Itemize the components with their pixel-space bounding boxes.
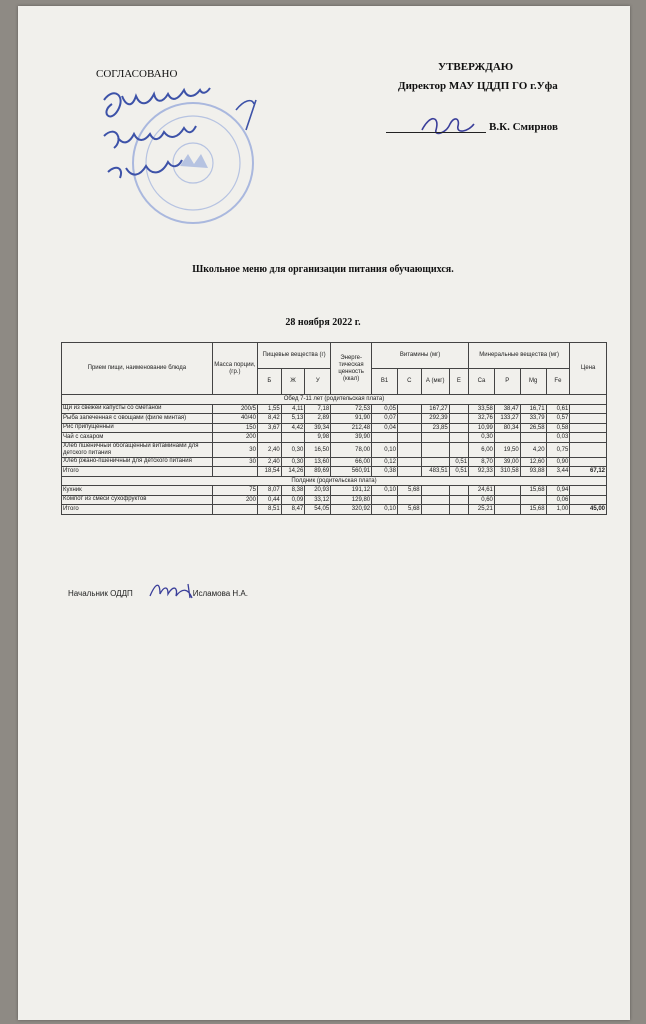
footer-name: Исламова Н.А.: [192, 589, 248, 598]
cell-b: 8,42: [257, 414, 281, 424]
cell-mass: 40/40: [212, 414, 257, 424]
cell-b1: [372, 495, 398, 505]
cell-p: [494, 505, 520, 515]
header-energy: Энерге-тическая ценность (ккал): [331, 343, 372, 395]
cell-mass: [212, 467, 257, 477]
cell-mg: 15,68: [520, 486, 546, 496]
cell-b: 2,40: [257, 457, 281, 467]
header-c: С: [397, 369, 421, 395]
cell-u: 33,12: [305, 495, 331, 505]
document-date: 28 ноября 2022 г.: [285, 317, 361, 328]
section-header: [62, 395, 607, 405]
header-nutrients: Пищевые вещества (г): [257, 343, 330, 369]
header-p: Р: [494, 369, 520, 395]
header-price: Цена: [570, 343, 607, 395]
cell-mg: 26,58: [520, 423, 546, 433]
header-minerals: Минеральные вещества (мг): [469, 343, 570, 369]
cell-kcal: 191,12: [331, 486, 372, 496]
cell-b: 0,44: [257, 495, 281, 505]
section-title: Обед 7-11 лет (родительская плата): [62, 395, 607, 405]
table-row: [62, 423, 607, 433]
cell-mass: 200: [212, 495, 257, 505]
cell-price: [570, 423, 607, 433]
cell-ca: 25,21: [469, 505, 495, 515]
cell-e: [449, 414, 468, 424]
cell-ca: 6,00: [469, 442, 495, 457]
cell-name: Итого: [62, 505, 213, 515]
cell-c: [397, 414, 421, 424]
cell-c: [397, 442, 421, 457]
table-row: [62, 486, 607, 496]
cell-b: 3,67: [257, 423, 281, 433]
cell-b1: 0,07: [372, 414, 398, 424]
cell-fe: 0,94: [546, 486, 570, 496]
header-vitamins: Витамины (мг): [372, 343, 469, 369]
cell-kcal: 560,91: [331, 467, 372, 477]
cell-name: Рис припущенный: [62, 423, 213, 433]
footer: [68, 589, 248, 598]
cell-c: 5,68: [397, 486, 421, 496]
cell-p: 39,00: [494, 457, 520, 467]
cell-price: [570, 414, 607, 424]
cell-a: [421, 457, 449, 467]
cell-mg: 33,79: [520, 414, 546, 424]
cell-a: 483,51: [421, 467, 449, 477]
cell-c: [397, 404, 421, 414]
cell-p: 80,34: [494, 423, 520, 433]
cell-zh: 4,11: [281, 404, 305, 414]
cell-zh: 0,09: [281, 495, 305, 505]
cell-ca: 33,58: [469, 404, 495, 414]
cell-mg: 15,68: [520, 505, 546, 515]
cell-a: 23,85: [421, 423, 449, 433]
cell-b: 8,07: [257, 486, 281, 496]
cell-price: [570, 495, 607, 505]
cell-mass: 150: [212, 423, 257, 433]
cell-p: 133,27: [494, 414, 520, 424]
cell-zh: 8,47: [281, 505, 305, 515]
cell-name: Итого: [62, 467, 213, 477]
cell-fe: 3,44: [546, 467, 570, 477]
cell-e: 0,51: [449, 457, 468, 467]
header-e: Е: [449, 369, 468, 395]
cell-mass: 200: [212, 433, 257, 443]
cell-b: 2,40: [257, 442, 281, 457]
cell-u: 2,89: [305, 414, 331, 424]
cell-zh: 0,30: [281, 457, 305, 467]
header-b1: В1: [372, 369, 398, 395]
cell-u: 54,05: [305, 505, 331, 515]
cell-price: 45,00: [570, 505, 607, 515]
section-title: Полдник (родительская плата): [62, 476, 607, 486]
director-signature: [418, 112, 488, 138]
director-name: В.К. Смирнов: [489, 121, 558, 133]
cell-c: [397, 467, 421, 477]
header-u: У: [305, 369, 331, 395]
cell-kcal: 66,00: [331, 457, 372, 467]
cell-b1: 0,10: [372, 442, 398, 457]
total-row: [62, 505, 607, 515]
cell-a: [421, 495, 449, 505]
cell-mg: [520, 433, 546, 443]
header-ca: Са: [469, 369, 495, 395]
menu-table: [61, 342, 607, 515]
cell-b1: 0,05: [372, 404, 398, 414]
cell-p: 38,47: [494, 404, 520, 414]
cell-a: 292,39: [421, 414, 449, 424]
cell-c: 5,68: [397, 505, 421, 515]
cell-name: Чай с сахаром: [62, 433, 213, 443]
cell-e: [449, 495, 468, 505]
cell-ca: 8,70: [469, 457, 495, 467]
cell-fe: 0,75: [546, 442, 570, 457]
cell-price: [570, 433, 607, 443]
cell-ca: 92,33: [469, 467, 495, 477]
cell-u: 7,18: [305, 404, 331, 414]
header-b: Б: [257, 369, 281, 395]
cell-kcal: 320,92: [331, 505, 372, 515]
table-row: [62, 495, 607, 505]
cell-p: [494, 495, 520, 505]
cell-c: [397, 457, 421, 467]
cell-name: Щи из свежей капусты со сметаной: [62, 404, 213, 414]
cell-price: [570, 442, 607, 457]
cell-p: 310,58: [494, 467, 520, 477]
cell-name: Хлеб ржано-пшеничный для детского питания: [62, 457, 213, 467]
cell-e: [449, 442, 468, 457]
header-mg: Mg: [520, 369, 546, 395]
cell-price: 67,12: [570, 467, 607, 477]
cell-name: Хлеб пшеничный обогащенный витаминами для детского питания: [62, 442, 213, 457]
cell-kcal: 72,53: [331, 404, 372, 414]
cell-fe: 0,58: [546, 423, 570, 433]
cell-b1: 0,12: [372, 457, 398, 467]
cell-price: [570, 486, 607, 496]
cell-e: [449, 423, 468, 433]
menu-table-body: [62, 395, 607, 515]
cell-ca: 10,99: [469, 423, 495, 433]
cell-e: [449, 486, 468, 496]
cell-ca: 0,30: [469, 433, 495, 443]
cell-a: 167,27: [421, 404, 449, 414]
table-row: [62, 414, 607, 424]
cell-mg: 16,71: [520, 404, 546, 414]
cell-b1: 0,04: [372, 423, 398, 433]
cell-mg: 4,20: [520, 442, 546, 457]
cell-u: 89,69: [305, 467, 331, 477]
cell-ca: 0,60: [469, 495, 495, 505]
document-title: Школьное меню для организации питания обучающихся.: [192, 264, 454, 275]
cell-u: 13,60: [305, 457, 331, 467]
cell-u: 20,93: [305, 486, 331, 496]
cell-c: [397, 495, 421, 505]
table-row: [62, 457, 607, 467]
header-meal: Прием пищи, наименование блюда: [62, 343, 213, 395]
cell-b: 8,51: [257, 505, 281, 515]
cell-e: [449, 505, 468, 515]
cell-c: [397, 433, 421, 443]
cell-kcal: 212,48: [331, 423, 372, 433]
footer-position: Начальник ОДДП: [68, 589, 133, 598]
cell-fe: 1,00: [546, 505, 570, 515]
cell-mass: 200/5: [212, 404, 257, 414]
cell-fe: 0,90: [546, 457, 570, 467]
cell-a: [421, 442, 449, 457]
cell-mass: 30: [212, 442, 257, 457]
agreed-label: СОГЛАСОВАНО: [96, 68, 178, 80]
cell-fe: 0,57: [546, 414, 570, 424]
cell-u: 9,98: [305, 433, 331, 443]
cell-price: [570, 404, 607, 414]
cell-b: [257, 433, 281, 443]
cell-zh: [281, 433, 305, 443]
cell-kcal: 39,90: [331, 433, 372, 443]
cell-c: [397, 423, 421, 433]
cell-p: 19,50: [494, 442, 520, 457]
cell-mg: 93,88: [520, 467, 546, 477]
cell-kcal: 91,90: [331, 414, 372, 424]
cell-fe: 0,03: [546, 433, 570, 443]
cell-mass: 30: [212, 457, 257, 467]
cell-e: 0,51: [449, 467, 468, 477]
cell-kcal: 78,00: [331, 442, 372, 457]
cell-b: 18,54: [257, 467, 281, 477]
cell-ca: 32,76: [469, 414, 495, 424]
cell-mg: 12,60: [520, 457, 546, 467]
cell-b1: 0,38: [372, 467, 398, 477]
cell-a: [421, 433, 449, 443]
cell-fe: 0,61: [546, 404, 570, 414]
header-mass: Масса порции, (гр.): [212, 343, 257, 395]
cell-zh: 4,42: [281, 423, 305, 433]
total-row: [62, 467, 607, 477]
cell-e: [449, 433, 468, 443]
cell-u: 39,34: [305, 423, 331, 433]
header-fe: Fe: [546, 369, 570, 395]
cell-name: Кухник: [62, 486, 213, 496]
table-row: [62, 433, 607, 443]
director-title: Директор МАУ ЦДДП ГО г.Уфа: [398, 80, 558, 92]
cell-price: [570, 457, 607, 467]
cell-a: [421, 505, 449, 515]
cell-mass: 75: [212, 486, 257, 496]
cell-fe: 0,06: [546, 495, 570, 505]
table-row: [62, 442, 607, 457]
cell-zh: 8,38: [281, 486, 305, 496]
cell-a: [421, 486, 449, 496]
signature-line: [386, 132, 486, 133]
header-a: А (мкг): [421, 369, 449, 395]
section-header: [62, 476, 607, 486]
cell-e: [449, 404, 468, 414]
handwritten-approval: [96, 80, 266, 200]
cell-ca: 24,61: [469, 486, 495, 496]
cell-p: [494, 433, 520, 443]
cell-name: Рыба запеченная с овощами (филе минтая): [62, 414, 213, 424]
cell-name: Компот из смеси сухофруктов: [62, 495, 213, 505]
cell-mass: [212, 505, 257, 515]
cell-b1: 0,10: [372, 505, 398, 515]
cell-zh: 0,30: [281, 442, 305, 457]
cell-kcal: 129,80: [331, 495, 372, 505]
cell-p: [494, 486, 520, 496]
cell-b1: [372, 433, 398, 443]
header-zh: Ж: [281, 369, 305, 395]
table-row: [62, 404, 607, 414]
cell-u: 16,50: [305, 442, 331, 457]
cell-zh: 14,26: [281, 467, 305, 477]
cell-b: 1,55: [257, 404, 281, 414]
approve-label: УТВЕРЖДАЮ: [438, 61, 514, 73]
cell-mg: [520, 495, 546, 505]
cell-b1: 0,10: [372, 486, 398, 496]
cell-zh: 5,13: [281, 414, 305, 424]
